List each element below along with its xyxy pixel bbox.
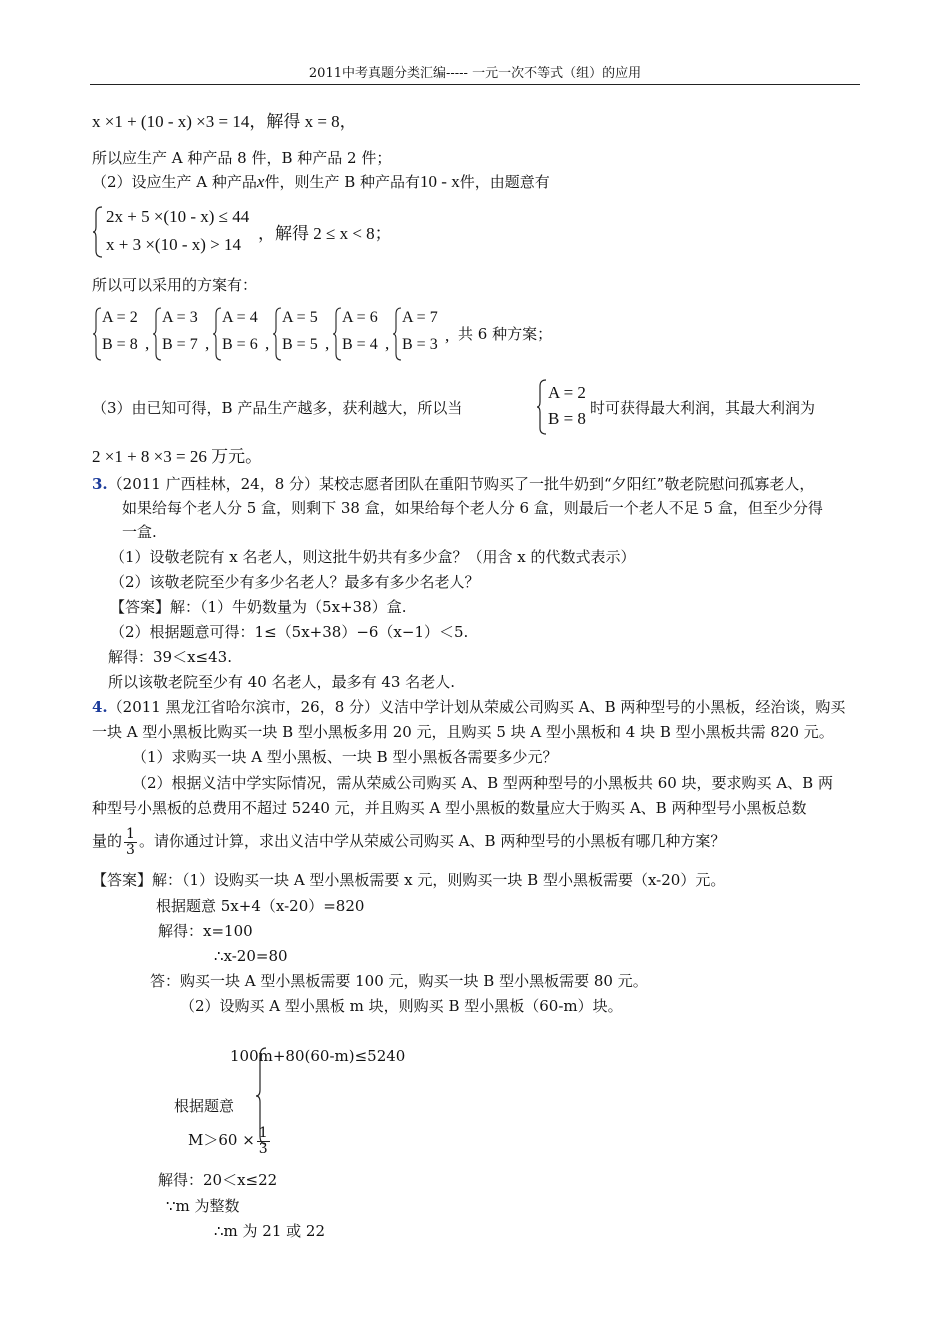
question-4-part-1: （1）求购买一块 A 型小黑板、一块 B 型小黑板各需要多少元？ (132, 748, 558, 766)
question-4-line-6 (92, 824, 725, 858)
plan-a-count: A = 3 (162, 309, 198, 326)
answer-4-reply: 答：购买一块 A 型小黑板需要 100 元，购买一块 B 型小黑板需要 80 元。 (150, 972, 648, 990)
question-3-line-3: 一盒. (122, 523, 157, 541)
plan-brace (212, 306, 222, 362)
plan-a-count: A = 4 (222, 309, 258, 326)
text-segment: M＞60 × (188, 1131, 255, 1149)
question-text: （2011 广西桂林，24，8 分）某校志愿者团队在重阳节购买了一批牛奶到“夕阳红”敬老院慰问孤寡老人， (107, 475, 815, 493)
answer-4-solve: 解得：x=100 (158, 922, 253, 940)
plan-a-count: A = 5 (282, 309, 318, 326)
answer-3-conclusion: 所以该敬老院至少有 40 名老人，最多有 43 名老人. (108, 673, 456, 691)
text-segment: （2）设应生产 A 种产品 (92, 173, 257, 191)
plan-separator: , (385, 334, 390, 353)
question-3-intro (92, 474, 814, 494)
plan-5 (342, 307, 378, 356)
answer-4-range: 解得：20＜x≤22 (158, 1171, 278, 1189)
plan-brace (272, 306, 282, 362)
plan-a-count: A = 7 (402, 309, 438, 326)
text-segment: 件，由题意有 (459, 173, 550, 191)
text-line-6b: 时可获得最大利润，其最大利润为 (590, 399, 816, 417)
equation-line-1: x ×1 + (10 - x) ×3 = 14，解得 x = 8， (92, 112, 357, 131)
question-4-line-5: 种型号小黑板的总费用不超过 5240 元，并且购买 A 型小黑板的数量应大于购买 A、B 两种型号小黑板总数 (92, 799, 807, 817)
system-label: 根据题意 (174, 1097, 235, 1115)
text-line-3 (92, 172, 550, 192)
plan-b-count: B = 6 (222, 336, 258, 353)
plan-separator: , (445, 326, 450, 345)
plan-b-count: B = 7 (162, 336, 198, 353)
plan-2 (162, 307, 198, 356)
inequality-cost: 100m+80(60-m)≤5240 (230, 1047, 406, 1065)
page-header-title: 2011中考真题分类汇编----- 一元一次不等式（组）的应用 (308, 66, 642, 81)
plan-b-count: B = 5 (282, 336, 318, 353)
text-line-6a: （3）由已知可得，B 产品生产越多，获利越大，所以当 (92, 399, 463, 417)
text-segment: 。请你通过计算，求出义洁中学从荣威公司购买 A、B 两种型号的小黑板有哪几种方案？ (138, 832, 726, 850)
plan-brace (152, 306, 162, 362)
plan-separator: , (205, 334, 210, 353)
question-4-part-2: （2）根据义洁中学实际情况，需从荣威公司购买 A、B 型两种型号的小黑板共 60 块，要求购买 A、B 两 (132, 774, 833, 792)
inequality-quantity (188, 1122, 272, 1158)
fraction-one-third (257, 1126, 270, 1157)
answer-4-integer-note: ∵m 为整数 (166, 1197, 240, 1215)
plan-3 (222, 307, 258, 356)
system-brace-1 (92, 205, 104, 259)
text-line-2: 所以应生产 A 种产品 8 件，B 种产品 2 件； (92, 149, 392, 167)
question-number: 4. (92, 698, 108, 716)
max-profit-case (548, 382, 586, 430)
answer-3-solve: 解得：39＜x≤43. (108, 648, 232, 666)
question-number: 3. (92, 475, 108, 493)
plan-b-count: B = 3 (402, 336, 438, 353)
plan-brace (92, 306, 102, 362)
plan-6 (402, 307, 438, 356)
text-segment: 量的 (92, 832, 123, 850)
plan-separator: , (265, 334, 270, 353)
fraction-numerator: 1 (126, 825, 135, 842)
text-line-5: 所以可以采用的方案有： (92, 276, 258, 294)
header-divider (90, 84, 860, 85)
question-text: （2011 黑龙江省哈尔滨市，26，8 分）义洁中学计划从荣威公司购买 A、B 两种型号的小黑板，经治谈，购买 (107, 698, 846, 716)
solution-range: ，解得 2 ≤ x < 8； (258, 224, 392, 243)
expr-ten-minus-x: 10 - x (420, 172, 460, 191)
plan-separator: , (325, 334, 330, 353)
inequality-2: x + 3 ×(10 - x) > 14 (106, 235, 241, 254)
answer-4-part-2: （2）设购买 A 型小黑板 m 块，则购买 B 型小黑板（60-m）块。 (180, 997, 623, 1015)
var-x: x (256, 172, 265, 191)
plan-4 (282, 307, 318, 356)
case-b: B = 8 (548, 409, 586, 428)
answer-4-conclusion: ∴m 为 21 或 22 (214, 1222, 326, 1240)
fraction-denominator: 3 (126, 841, 135, 858)
max-profit-equation: 2 ×1 + 8 ×3 = 26 万元。 (92, 447, 263, 466)
question-4-intro (92, 697, 845, 717)
text-segment: 件，则生产 B 种产品有 (264, 173, 421, 191)
plan-a-count: A = 6 (342, 309, 378, 326)
system-1 (106, 206, 249, 256)
inequality-1: 2x + 5 ×(10 - x) ≤ 44 (106, 207, 250, 226)
answer-3-part-1: 【答案】解：（1）牛奶数量为（5x+38）盒. (110, 598, 407, 616)
question-3-part-2: （2）该敬老院至少有多少名老人？最多有多少名老人？ (110, 573, 480, 591)
answer-3-part-2: （2）根据题意可得：1≤（5x+38）−6（x−1）＜5. (110, 623, 469, 641)
fraction-one-third (124, 827, 137, 858)
case-a: A = 2 (548, 383, 586, 402)
plan-a-count: A = 2 (102, 309, 138, 326)
plan-separator: , (145, 334, 150, 353)
answer-4-equation: 根据题意 5x+4（x-20）=820 (156, 897, 365, 915)
plan-b-count: B = 8 (102, 336, 138, 353)
fraction-denominator: 3 (258, 1140, 268, 1157)
question-3-line-2: 如果给每个老人分 5 盒，则剩下 38 盒，如果给每个老人分 6 盒，则最后一个老人不足 5 盒，但至少分得 (122, 499, 823, 517)
answer-4-part-1: 【答案】解：（1）设购买一块 A 型小黑板需要 x 元，则购买一块 B 型小黑板需要（x-20）元。 (92, 871, 726, 889)
fraction-numerator: 1 (258, 1124, 268, 1141)
system-brace-max (536, 378, 548, 436)
plan-brace (392, 306, 402, 362)
plan-1 (102, 307, 138, 356)
answer-4-derived: ∴x-20=80 (214, 947, 288, 965)
question-4-line-2: 一块 A 型小黑板比购买一块 B 型小黑板多用 20 元，且购买 5 块 A 型小黑板和 4 块 B 型小黑板共需 820 元。 (92, 723, 834, 741)
question-3-part-1: （1）设敬老院有 x 名老人，则这批牛奶共有多少盒？（用含 x 的代数式表示） (110, 548, 636, 566)
plan-b-count: B = 4 (342, 336, 378, 353)
plan-brace (332, 306, 342, 362)
plan-count: 共 6 种方案； (458, 325, 553, 343)
